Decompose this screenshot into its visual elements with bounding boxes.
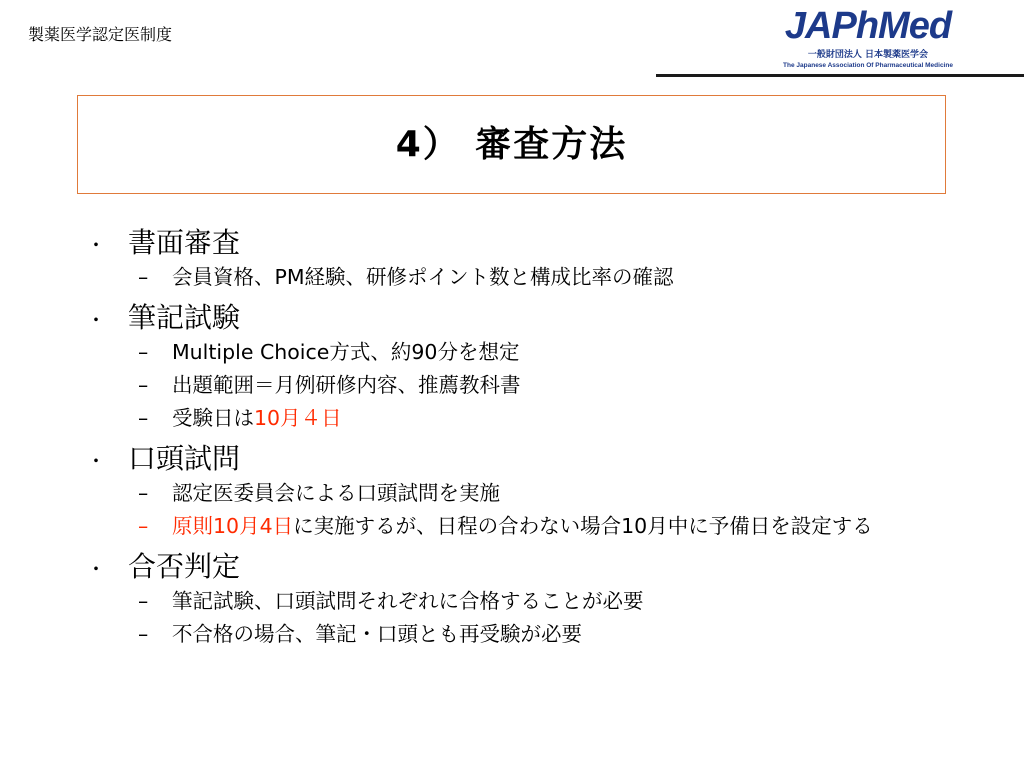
bullet-mark: ・	[86, 449, 106, 473]
logo-main-text: JAPhMed	[784, 5, 952, 47]
bullet-heading	[86, 224, 946, 264]
section-heading: 口頭試問	[128, 442, 241, 475]
sub-bullet-text: 認定医委員会による口頭試問を実施	[172, 481, 500, 505]
bullet-mark: ・	[86, 308, 106, 332]
sub-bullet-mark: –	[138, 481, 149, 505]
sub-bullet-text	[172, 513, 946, 539]
sub-bullet-mark: –	[138, 373, 149, 397]
bullet-heading	[86, 299, 946, 339]
sub-bullet	[138, 621, 946, 647]
sub-bullet-text: 筆記試験、口頭試問それぞれに合格することが必要	[172, 589, 644, 613]
slide-title-box	[77, 95, 946, 194]
header-label: 製薬医学認定医制度	[28, 25, 173, 44]
sub-bullet	[138, 480, 946, 506]
section-heading: 合否判定	[128, 550, 241, 583]
oral-date-suffix: に実施するが、日程の合わない場合10月中に予備日を設定する	[293, 514, 873, 538]
section-written-exam	[86, 299, 946, 431]
section-document-review	[86, 224, 946, 290]
exam-date-highlight: 10月４日	[254, 406, 342, 430]
section-pass-fail	[86, 548, 946, 647]
sub-bullet-text: 不合格の場合、筆記・口頭とも再受験が必要	[172, 622, 582, 646]
sub-bullet-mark: –	[138, 406, 149, 430]
sub-bullet-mark: –	[138, 589, 149, 613]
bullet-heading	[86, 548, 946, 588]
bullet-mark: ・	[86, 233, 106, 257]
bullet-mark: ・	[86, 557, 106, 581]
exam-date-prefix: 受験日は	[172, 406, 254, 430]
sub-bullet-mark: –	[138, 622, 149, 646]
sub-bullet-text: Multiple Choice方式、約90分を想定	[172, 340, 520, 364]
sub-bullet-mark: –	[138, 265, 149, 289]
japhmed-logo	[770, 6, 966, 72]
sub-bullet	[138, 513, 946, 539]
sub-bullet-mark: –	[138, 514, 149, 538]
section-oral-exam	[86, 440, 946, 539]
sub-bullet-text: 出題範囲＝月例研修内容、推薦教科書	[172, 373, 521, 397]
sub-bullet	[138, 588, 946, 614]
logo-japanese-text: 一般財団法人 日本製薬医学会	[807, 50, 929, 60]
oral-date-highlight: 原則10月4日	[172, 514, 294, 538]
sub-bullet	[138, 372, 946, 398]
sub-bullet	[138, 339, 946, 365]
section-heading: 筆記試験	[128, 301, 241, 334]
sub-bullet-mark: –	[138, 340, 149, 364]
logo-english-text: The Japanese Association Of Pharmaceutical Medicine	[783, 62, 953, 69]
header-rule	[656, 74, 1024, 77]
slide-content	[86, 224, 946, 656]
slide-title: 4） 審査方法	[395, 123, 628, 165]
sub-bullet	[138, 264, 946, 290]
sub-bullet	[138, 405, 946, 431]
section-heading: 書面審査	[128, 226, 241, 259]
bullet-heading	[86, 440, 946, 480]
sub-bullet-text	[172, 405, 946, 431]
sub-bullet-text: 会員資格、PM経験、研修ポイント数と構成比率の確認	[172, 265, 674, 289]
